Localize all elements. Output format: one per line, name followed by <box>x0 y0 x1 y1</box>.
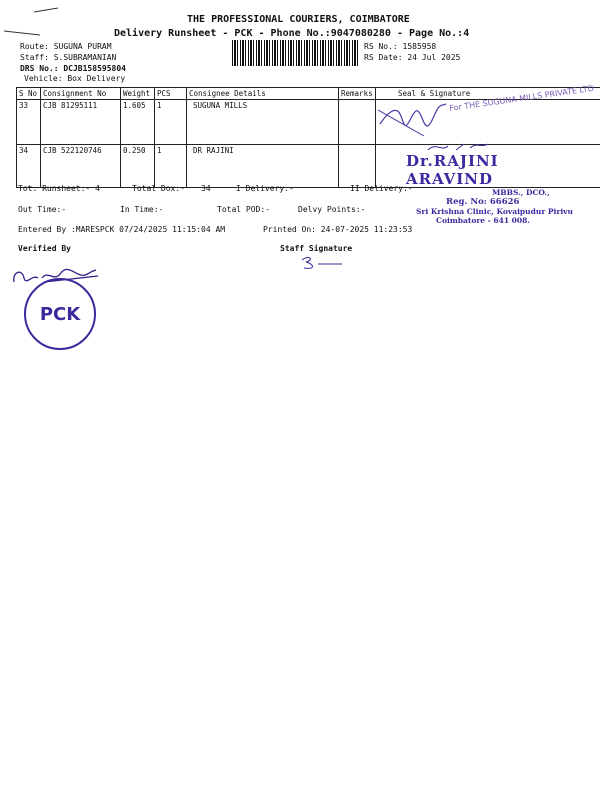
rs-date: RS Date: 24 Jul 2025 <box>364 53 461 62</box>
total-dox-label: Total Dox:- <box>132 184 185 193</box>
in-time: In Time:- <box>120 205 164 214</box>
cell-weight: 0.250 <box>121 145 155 188</box>
staff-signature-label: Staff Signature <box>280 244 353 253</box>
corner-mark-icon <box>0 0 70 40</box>
cell-consignment: CJB 522120746 <box>41 145 121 188</box>
doctor-name: Dr.RAJINI ARAVIND <box>406 152 499 188</box>
ii-delivery: II Delivery:- <box>350 184 413 193</box>
col-consignee: Consignee Details <box>187 88 339 100</box>
rs-number: RS No.: 1585958 <box>364 42 437 51</box>
doctor-stamp <box>406 152 586 225</box>
cell-weight: 1.605 <box>121 100 155 145</box>
out-time: Out Time:- <box>18 205 67 214</box>
cell-consignee: DR RAJINI <box>187 145 339 188</box>
total-dox-value: 34 <box>201 184 211 193</box>
entered-by: Entered By :MARESPCK 07/24/2025 11:15:04 AM <box>18 225 226 234</box>
col-pcs: PCS <box>155 88 187 100</box>
clinic-address: Sri Krishna Clinic, Kovaipudur Pirivu <box>416 207 573 216</box>
cell-remarks <box>339 100 376 145</box>
drs-label: DRS No.: DCJB158595804 <box>20 64 126 73</box>
suguna-stamp-text: For THE SUGUNA MILLS PRIVATE LTD <box>448 83 595 113</box>
col-sno: S No <box>17 88 41 100</box>
verified-by-label: Verified By <box>18 244 71 253</box>
document-title: THE PROFESSIONAL COURIERS, COIMBATORE <box>187 14 410 25</box>
signature-icon <box>374 100 454 140</box>
cell-consignee: SUGUNA MILLS <box>187 100 339 145</box>
doctor-degree: MBBS., DCO., <box>492 188 550 197</box>
printed-on: Printed On: 24-07-2025 11:23:53 <box>263 225 413 234</box>
col-consignment: Consignment No <box>41 88 121 100</box>
i-delivery: I Delivery:- <box>236 184 294 193</box>
tot-runsheet: Tot. Runsheet:- 4 <box>18 184 100 193</box>
delvy-points: Delvy Points:- <box>298 205 366 214</box>
document-subtitle: Delivery Runsheet - PCK - Phone No.:9047080280 - Page No.:4 <box>114 28 470 39</box>
cell-pcs: 1 <box>155 100 187 145</box>
barcode-icon <box>232 40 358 66</box>
cell-sno: 34 <box>17 145 41 188</box>
cell-remarks <box>339 145 376 188</box>
staff-label: Staff: S.SUBRAMANIAN <box>20 53 117 62</box>
col-remarks: Remarks <box>339 88 376 100</box>
cell-pcs: 1 <box>155 145 187 188</box>
staff-signature-icon <box>296 252 346 272</box>
col-weight: Weight <box>121 88 155 100</box>
cell-consignment: CJB 81295111 <box>41 100 121 145</box>
cell-sno: 33 <box>17 100 41 145</box>
clinic-city: Coimbatore - 641 008. <box>436 216 530 225</box>
table-row <box>17 100 600 145</box>
total-pod: Total POD:- <box>217 205 270 214</box>
route-label: Route: SUGUNA PURAM <box>20 42 112 51</box>
pck-stamp: PCK <box>24 278 96 350</box>
col-seal: Seal & Signature <box>376 88 600 100</box>
doctor-reg: Reg. No: 66626 <box>446 197 520 207</box>
vehicle-label: Vehicle: Box Delivery <box>24 74 126 83</box>
